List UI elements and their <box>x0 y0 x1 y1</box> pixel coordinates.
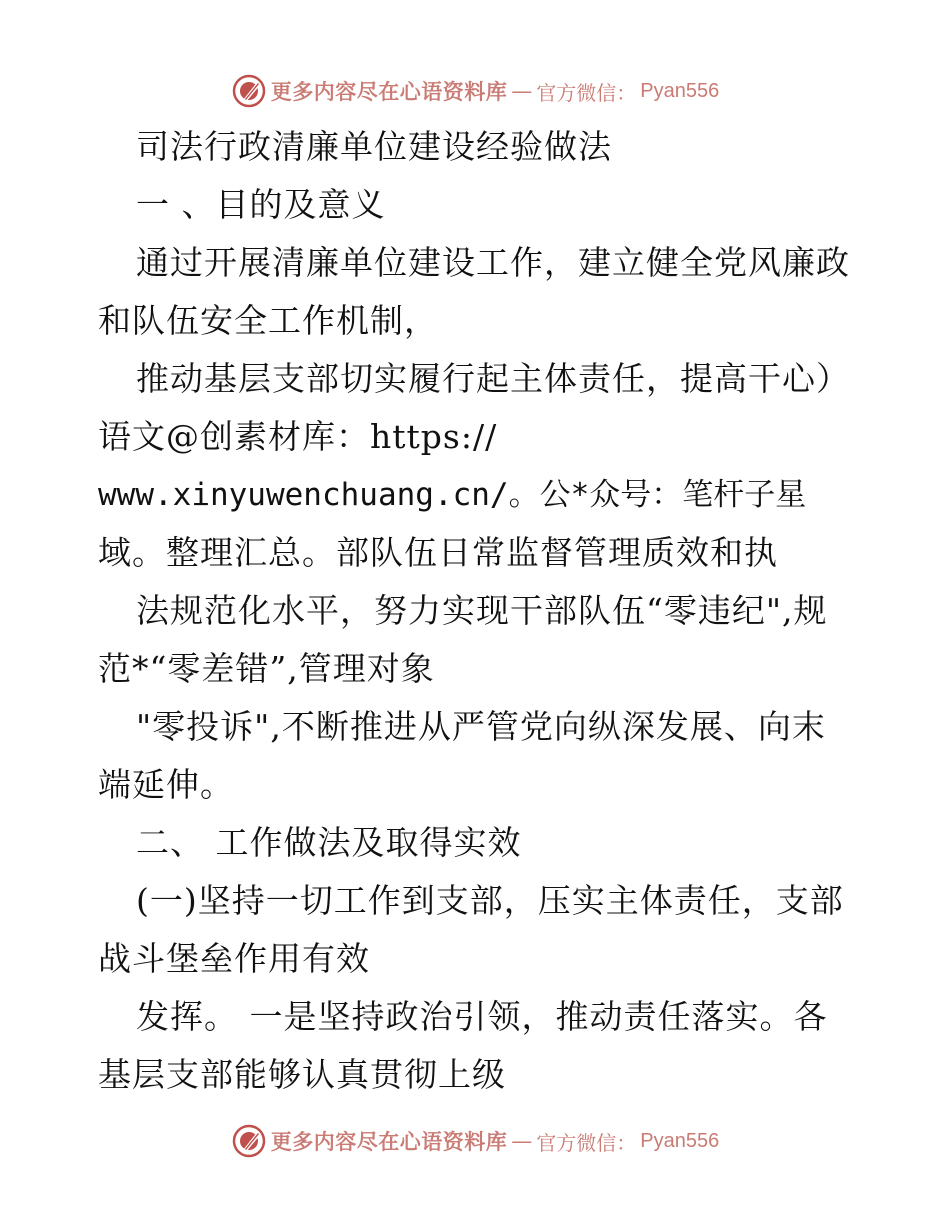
paragraph-line-url: www.xinyuwenchuang.cn/。公*众号：笔杆子星 <box>98 477 807 513</box>
paragraph-line: 范*“零差错”,管理对象 <box>98 649 435 688</box>
bottom-watermark-banner <box>0 1121 950 1161</box>
quill-logo-icon <box>231 73 267 109</box>
watermark-sub-text: 官方微信： <box>536 1130 637 1155</box>
section-heading-1: 一 、目的及意义 <box>136 185 386 224</box>
quill-logo-icon <box>231 1123 267 1159</box>
paragraph-line: 推动基层支部切实履行起主体责任，提高干心） <box>136 359 850 398</box>
paragraph-line: 法规范化水平，努力实现干部队伍“零违纪",规 <box>136 591 828 630</box>
watermark-wechat-id: Pyan556 <box>640 79 720 102</box>
watermark-group <box>231 73 719 109</box>
watermark-dash: — <box>511 79 533 103</box>
paragraph-line: "零投诉",不断推进从严管党向纵深发展、向末 <box>136 707 826 746</box>
document-body <box>98 118 858 1104</box>
subsection-heading: (一)坚持一切工作到支部，压实主体责任，支部 <box>136 881 844 920</box>
watermark-sub-text: 官方微信： <box>536 80 637 105</box>
paragraph-line: 语文@创素材库：https:// <box>98 417 498 456</box>
section-heading-2: 二、 工作做法及取得实效 <box>136 823 522 862</box>
watermark-dash: — <box>511 1129 533 1153</box>
top-watermark-banner <box>0 71 950 111</box>
paragraph-line: 通过开展清廉单位建设工作，建立健全党风廉政 <box>136 243 850 282</box>
document-title: 司法行政清廉单位建设经验做法 <box>136 127 612 166</box>
paragraph-line: 基层支部能够认真贯彻上级 <box>98 1055 506 1094</box>
watermark-wechat-id: Pyan556 <box>640 1129 720 1152</box>
watermark-group <box>231 1123 719 1159</box>
paragraph-line: 域。整理汇总。部队伍日常监督管理质效和执 <box>98 533 778 572</box>
paragraph-line: 发挥。 一是坚持政治引领，推动责任落实。各 <box>136 997 828 1036</box>
paragraph-line: 和队伍安全工作机制， <box>98 301 438 340</box>
watermark-main-text: 更多内容尽在心语资料库 <box>270 79 508 104</box>
paragraph-line: 战斗堡垒作用有效 <box>98 939 370 978</box>
paragraph-line: 端延伸。 <box>98 765 234 804</box>
watermark-main-text: 更多内容尽在心语资料库 <box>270 1129 508 1154</box>
